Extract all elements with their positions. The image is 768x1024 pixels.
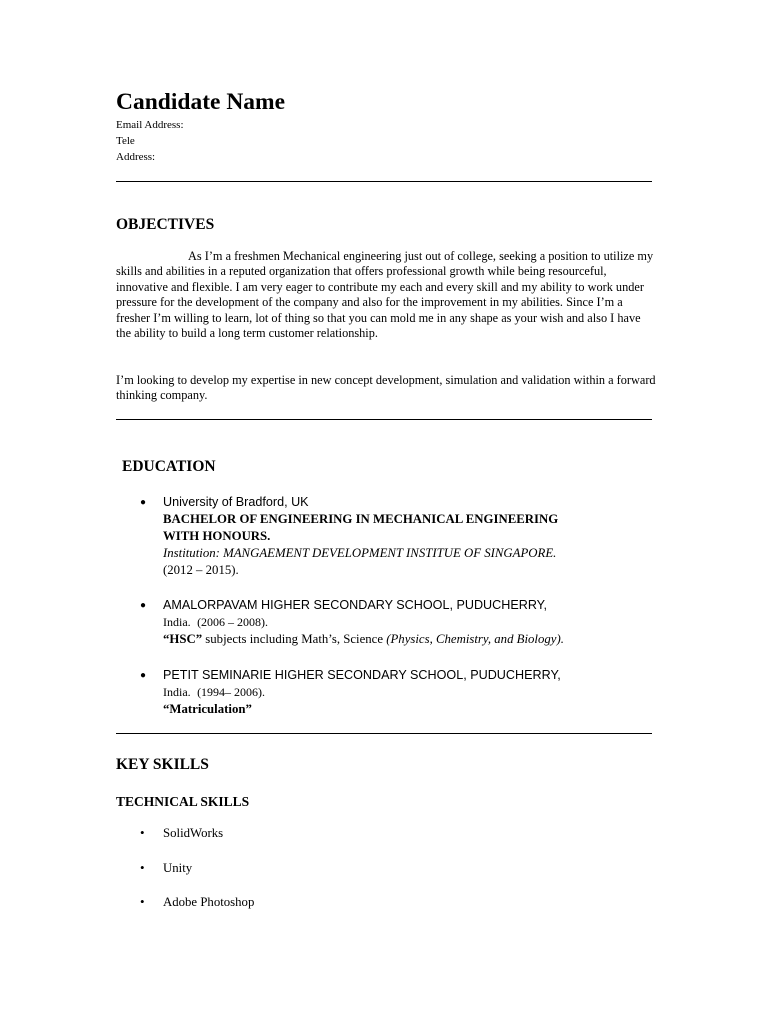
divider-education <box>116 733 652 734</box>
objectives-paragraph-1-text: As I’m a freshmen Mechanical engineering just out of college, seeking a position to utilize my skills and abilities in a reputed organization that offers professional growth while being resourceful, innovative and flexible. I am very eager to contribute my each and every skill and my ability to work under pressure for the development of the company and also for the improvement in my abilities. Since I’m a fresher I’m willing to learn, lot of thing so that you can mold me in any shape as your wish and also I have the ability to build a long term customer relationship. <box>116 249 654 341</box>
education-heading: EDUCATION <box>122 458 216 475</box>
technical-skills-heading: TECHNICAL SKILLS <box>116 794 250 809</box>
education-3-place: India. <box>163 685 191 699</box>
education-3-qualification: “Matriculation” <box>163 702 252 716</box>
skill-bullet-3: • <box>140 894 145 909</box>
education-2-place: India. <box>163 615 191 629</box>
education-bullet-1: ● <box>140 497 147 508</box>
address-label: Address: <box>116 151 156 163</box>
education-3-years: (1994– 2006). <box>197 685 266 699</box>
education-2-years: (2006 – 2008). <box>197 615 269 629</box>
education-3-school: PETIT SEMINARIE HIGHER SECONDARY SCHOOL, PUDUCHERRY, <box>163 668 561 682</box>
objectives-paragraph-2: I’m looking to develop my expertise in new concept development, simulation and validation within a forward thinking company. <box>116 373 656 403</box>
education-bullet-3: ● <box>140 670 147 681</box>
divider-header <box>116 181 652 182</box>
skill-bullet-2: • <box>140 860 145 875</box>
objectives-heading: OBJECTIVES <box>116 216 215 233</box>
education-2-subjects: subjects including Math’s, Science <box>202 632 387 646</box>
skill-item-photoshop: Adobe Photoshop <box>163 895 255 909</box>
skill-item-solidworks: SolidWorks <box>163 826 224 840</box>
education-item-1 <box>163 494 663 579</box>
tele-label: Tele <box>116 135 135 147</box>
education-bullet-2: ● <box>140 600 147 611</box>
skill-item-unity: Unity <box>163 861 193 875</box>
education-2-qualification: “HSC” <box>163 632 203 646</box>
education-1-degree-line-2: WITH HONOURS. <box>163 529 271 543</box>
education-1-degree-line-1: BACHELOR OF ENGINEERING IN MECHANICAL ENGINEERING <box>163 512 559 526</box>
divider-objectives <box>116 419 652 420</box>
email-label: Email Address: <box>116 119 184 131</box>
skill-bullet-1: • <box>140 825 145 840</box>
education-1-years: (2012 – 2015). <box>163 563 239 577</box>
education-2-school: AMALORPAVAM HIGHER SECONDARY SCHOOL, PUDUCHERRY, <box>163 598 547 612</box>
candidate-name: Candidate Name <box>116 89 286 115</box>
key-skills-heading: KEY SKILLS <box>116 756 209 773</box>
education-item-3 <box>163 667 663 718</box>
education-1-university: University of Bradford, UK <box>163 495 309 509</box>
education-2-subjects-detail: (Physics, Chemistry, and Biology). <box>386 632 564 646</box>
education-item-2 <box>163 597 663 648</box>
objectives-paragraph-1 <box>116 249 656 341</box>
education-1-institution: Institution: MANGAEMENT DEVELOPMENT INSTITUE OF SINGAPORE. <box>163 546 557 560</box>
